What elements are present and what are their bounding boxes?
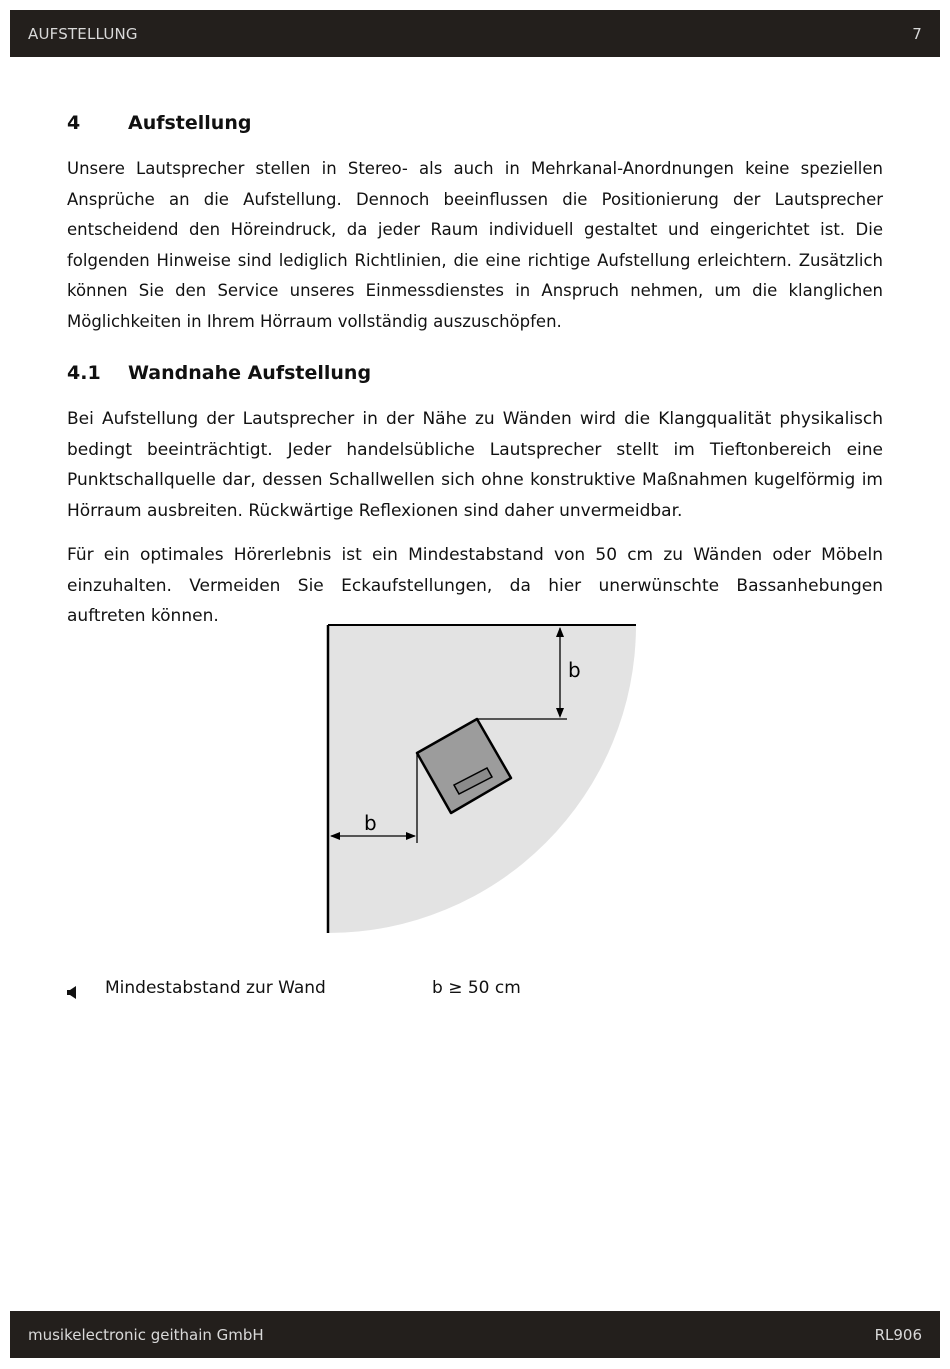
section-4-paragraph: Unsere Lautsprecher stellen in Stereo- als auch in Mehrkanal-Anordnungen keine speziellen Ansprüche an die Aufstellung. Dennoch beeinflussen die Positionierung der Lautsprecher entscheidend den Höreindruck, da jeder Raum individuell gestaltet und eingerichtet ist. Die folgenden Hinweise sind lediglich Richtlinien, die eine richtige Aufstellung erleichtern. Zusätzlich können Sie den Service unseres Einmessdienstes in Anspruch nehmen, um die klanglichen Möglichkeiten in Ihrem Hörraum vollständig auszuschöpfen. bbox=[67, 159, 883, 331]
section-4-1-paragraph-1: Bei Aufstellung der Lautsprecher in der Nähe zu Wänden wird die Klangqualität physikalisch bedingt beeinträchtigt. Jeder handelsübliche Lautsprecher stellt im Tieftonbereich eine Punktschallquelle dar, dessen Schallwellen sich ohne konstruktive Maßnahmen kugelförmig im Hörraum ausbreiten. Rückwärtige Reflexionen sind daher unvermeidbar. bbox=[67, 409, 883, 521]
footer-company: musikelectronic geithain GmbH bbox=[28, 1325, 264, 1344]
page-footer bbox=[10, 1311, 940, 1358]
spec-value: b ≥ 50 cm bbox=[432, 978, 521, 998]
section-heading-4-1 bbox=[67, 362, 371, 384]
header-section-title: AUFSTELLUNG bbox=[28, 24, 138, 43]
page-number: 7 bbox=[912, 24, 922, 43]
section-heading-4 bbox=[67, 112, 251, 134]
section-4-1-paragraph-2: Für ein optimales Hörerlebnis ist ein Mindestabstand von 50 cm zu Wänden oder Möbeln einzuhalten. Vermeiden Sie Eckaufstellungen, da hier unerwünschte Bassanhebungen auftreten können. bbox=[67, 545, 883, 627]
spec-label: Mindestabstand zur Wand bbox=[105, 978, 326, 998]
section-title: Aufstellung bbox=[128, 112, 252, 134]
dimension-label-left: b bbox=[364, 811, 377, 835]
spec-row bbox=[67, 978, 627, 1004]
page-header bbox=[10, 10, 940, 57]
dimension-label-top: b bbox=[568, 658, 581, 682]
footer-model: RL906 bbox=[874, 1325, 922, 1344]
speaker-bullet-icon bbox=[67, 984, 78, 1004]
subsection-number: 4.1 bbox=[67, 362, 101, 384]
subsection-title: Wandnahe Aufstellung bbox=[128, 362, 372, 384]
speaker-in-corner-diagram-icon bbox=[320, 615, 650, 940]
speaker-placement-diagram bbox=[320, 615, 650, 944]
section-number: 4 bbox=[67, 112, 81, 134]
